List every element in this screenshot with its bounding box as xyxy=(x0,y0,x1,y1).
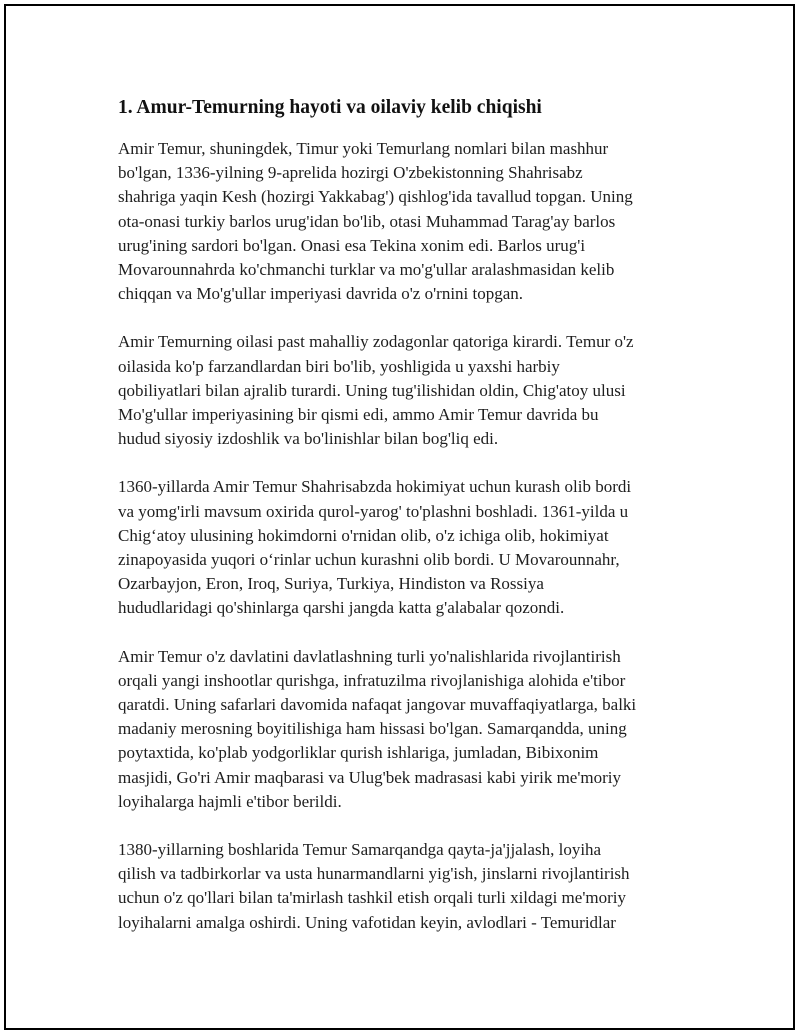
paragraph-line: Mo'g'ullar imperiyasining bir qismi edi, ammo Amir Temur davrida bu xyxy=(118,405,599,425)
paragraph-2 xyxy=(118,330,698,451)
paragraph-line: zinapoyasida yuqori o‘rinlar uchun kurashni olib bordi. U Movarounnahr, xyxy=(118,550,620,570)
paragraph-line: bo'lgan, 1336-yilning 9-aprelida hozirgi O'zbekistonning Shahrisabz xyxy=(118,163,583,183)
paragraph-line: Amir Temurning oilasi past mahalliy zodagonlar qatoriga kirardi. Temur o'z xyxy=(118,332,634,352)
paragraph-line: chiqqan va Mo'g'ullar imperiyasi davrida o'z o'rnini topgan. xyxy=(118,284,524,304)
paragraph-4 xyxy=(118,645,698,814)
paragraph-line: uchun o'z qo'llari bilan ta'mirlash tashkil etish orqali turli xildagi me'moriy xyxy=(118,888,626,908)
paragraph-3 xyxy=(118,475,698,620)
section-title: 1. Amur-Temurning hayoti va oilaviy kelib chiqishi xyxy=(118,97,542,118)
paragraph-line: Ozarbayjon, Eron, Iroq, Suriya, Turkiya, Hindiston va Rossiya xyxy=(118,574,544,594)
paragraph-line: orqali yangi inshootlar qurishga, infratuzilma rivojlanishiga alohida e'tibor xyxy=(118,670,626,690)
paragraph-line: ota-onasi turkiy barlos urug'idan bo'lib, otasi Muhammad Tarag'ay barlos xyxy=(118,211,616,231)
paragraph-line: 1360-yillarda Amir Temur Shahrisabzda hokimiyat uchun kurash olib bordi xyxy=(118,477,632,497)
paragraph-line: va yomg'irli mavsum oxirida qurol-yarog' to'plashni boshladi. 1361-yilda u xyxy=(118,501,629,521)
paragraph-1 xyxy=(118,137,698,306)
paragraph-line: qaratdi. Uning safarlari davomida nafaqat jangovar muvaffaqiyatlarga, balki xyxy=(118,695,637,715)
paragraph-line: Amir Temur o'z davlatini davlatlashning turli yo'nalishlarida rivojlantirish xyxy=(118,646,621,666)
paragraph-line: masjidi, Go'ri Amir maqbarasi va Ulug'bek madrasasi kabi yirik me'moriy xyxy=(118,767,622,787)
paragraph-line: hudud siyosiy izdoshlik va bo'linishlar bilan bog'liq edi. xyxy=(118,429,499,449)
paragraph-line: oilasida ko'p farzandlardan biri bo'lib, yoshligida u yaxshi harbiy xyxy=(118,356,560,376)
paragraph-line: 1380-yillarning boshlarida Temur Samarqandga qayta-ja'jjalash, loyiha xyxy=(118,840,602,860)
paragraph-line: poytaxtida, ko'plab yodgorliklar qurish ishlariga, jumladan, Bibixonim xyxy=(118,743,599,763)
document-body xyxy=(118,96,698,959)
paragraph-line: shahriga yaqin Kesh (hozirgi Yakkabag') qishlog'ida tavallud topgan. Uning xyxy=(118,187,633,207)
paragraph-line: urug'ining sardori bo'lgan. Onasi esa Tekina xonim edi. Barlos urug'i xyxy=(118,235,586,255)
paragraph-line: qilish va tadbirkorlar va usta hunarmandlarni yig'ish, jinslarni rivojlantirish xyxy=(118,864,630,884)
paragraph-line: Movarounnahrda ko'chmanchi turklar va mo'g'ullar aralashmasidan kelib xyxy=(118,260,615,280)
paragraph-line: Amir Temur, shuningdek, Timur yoki Temurlang nomlari bilan mashhur xyxy=(118,139,609,158)
paragraph-line: loyihalarga hajmli e'tibor berildi. xyxy=(118,791,342,811)
paragraph-5 xyxy=(118,838,698,935)
paragraph-line: loyihalarni amalga oshirdi. Uning vafotidan keyin, avlodlari - Temuridlar xyxy=(118,912,616,932)
paragraph-line: madaniy merosning boyitilishiga ham hissasi bo'lgan. Samarqandda, uning xyxy=(118,719,627,739)
paragraph-line: hududlaridagi qo'shinlarga qarshi jangda katta g'alabalar qozondi. xyxy=(118,598,565,618)
paragraph-line: Chig‘atoy ulusining hokimdorni o'rnidan olib, o'z ichiga olib, hokimiyat xyxy=(118,525,609,545)
paragraph-line: qobiliyatlari bilan ajralib turardi. Uning tug'ilishidan oldin, Chig'atoy ulusi xyxy=(118,380,626,400)
